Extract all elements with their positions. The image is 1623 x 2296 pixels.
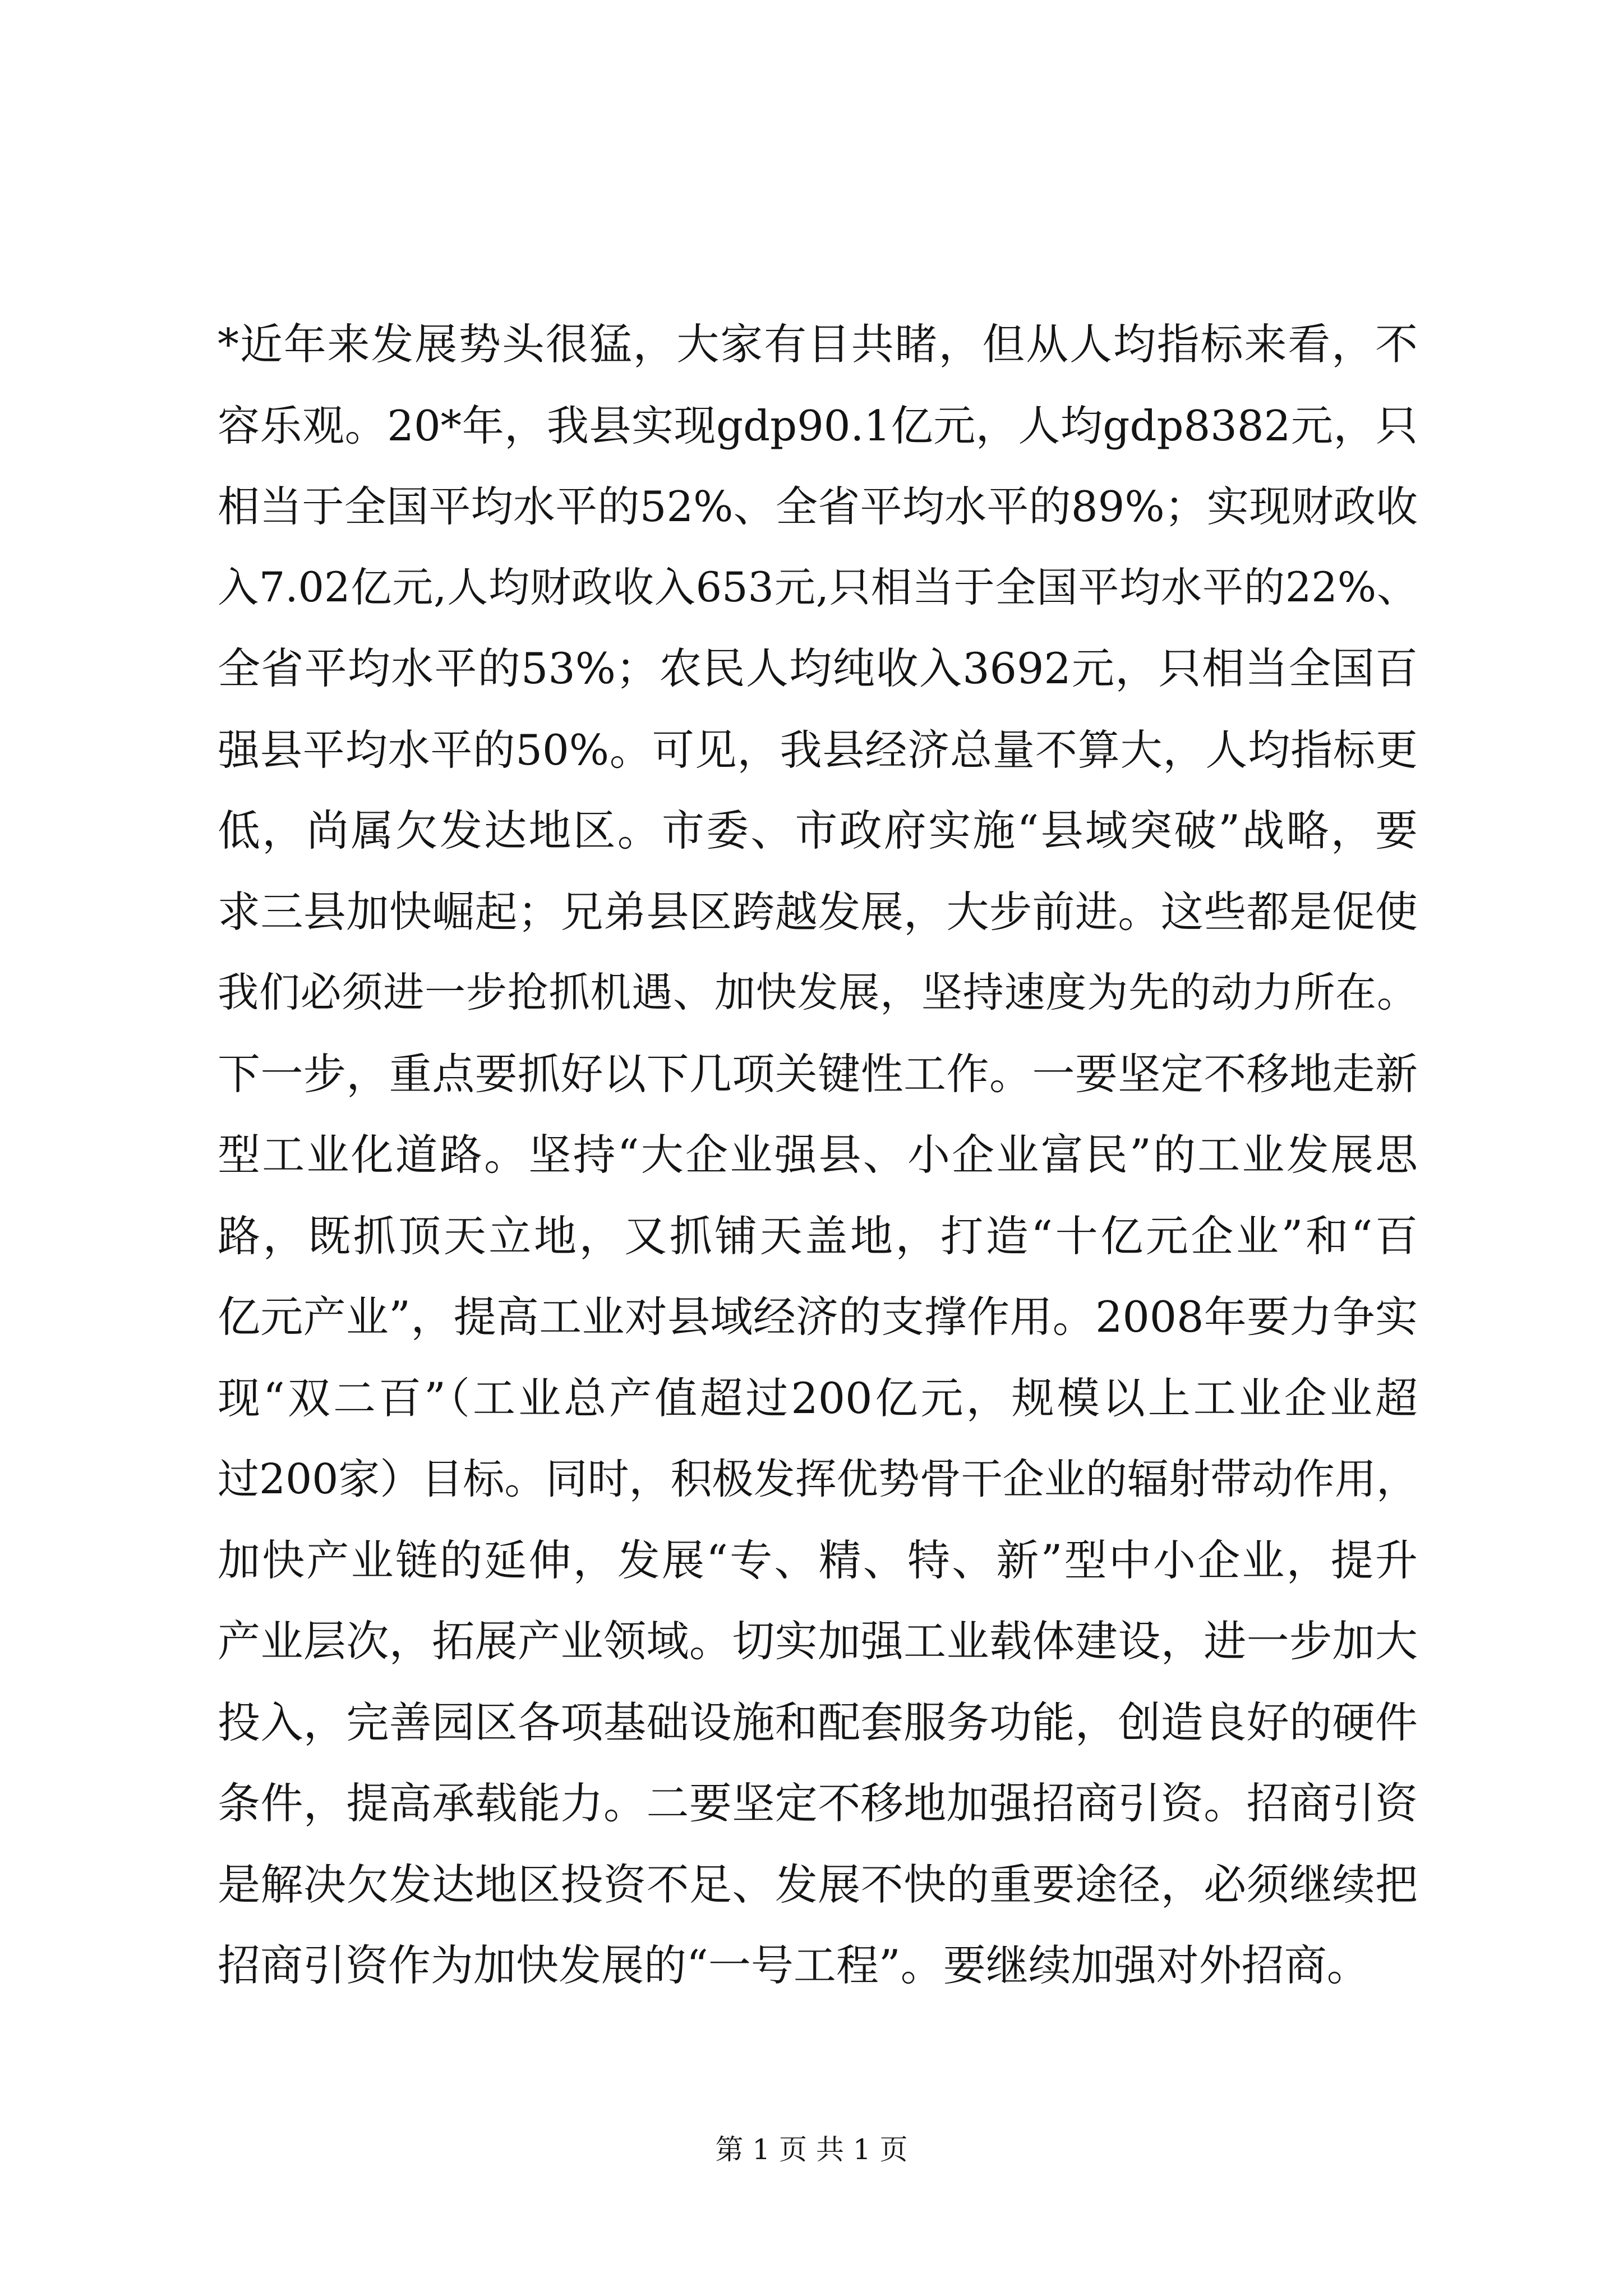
text-line-13: 亿元产业”，提高工业对县域经济的支撑作用。2008年要力争实 — [218, 1292, 1418, 1342]
text-line-17: 产业层次，拓展产业领域。切实加强工业载体建设，进一步加大 — [218, 1616, 1418, 1666]
body-text — [218, 304, 1418, 2007]
text-line-10: 下一步，重点要抓好以下几项关键性工作。一要坚定不移地走新 — [218, 1048, 1418, 1099]
text-line-15: 过200家）目标。同时，积极发挥优势骨干企业的辐射带动作用， — [218, 1455, 1418, 1503]
text-line-18: 投入，完善园区各项基础设施和配套服务功能，创造良好的硬件 — [218, 1697, 1418, 1747]
text-line-8: 求三县加快崛起；兄弟县区跨越发展，大步前进。这些都是促使 — [218, 886, 1418, 937]
page-footer: 第 1 页 共 1 页 — [715, 2133, 908, 2166]
text-line-6: 强县平均水平的50%。可见，我县经济总量不算大，人均指标更 — [218, 725, 1418, 775]
text-line-5: 全省平均水平的53%；农民人均纯收入3692元，只相当全国百 — [218, 643, 1418, 693]
text-line-19: 条件，提高承载能力。二要坚定不移地加强招商引资。招商引资 — [218, 1778, 1418, 1828]
text-line-3: 相当于全国平均水平的52%、全省平均水平的89%；实现财政收 — [218, 482, 1418, 531]
text-line-1: *近年来发展势头很猛，大家有目共睹，但从人均指标来看，不 — [218, 319, 1418, 369]
text-line-4: 入7.02亿元,人均财政收入653元,只相当于全国平均水平的22%、 — [218, 563, 1418, 611]
text-line-21: 招商引资作为加快发展的“一号工程”。要继续加强对外招商。 — [218, 1940, 1370, 1990]
text-line-9: 我们必须进一步抢抓机遇、加快发展，坚持速度为先的动力所在。 — [218, 969, 1418, 1016]
text-line-16: 加快产业链的延伸，发展“专、精、特、新”型中小企业，提升 — [218, 1535, 1418, 1585]
text-line-2: 容乐观。20*年，我县实现gdp90.1亿元，人均gdp8382元，只 — [218, 401, 1418, 450]
text-line-12: 路，既抓顶天立地，又抓铺天盖地，打造“十亿元企业”和“百 — [218, 1211, 1418, 1261]
text-line-14: 现“双二百”（工业总产值超过200亿元，规模以上工业企业超 — [218, 1373, 1418, 1423]
text-line-11: 型工业化道路。坚持“大企业强县、小企业富民”的工业发展思 — [218, 1130, 1418, 1180]
text-line-7: 低，尚属欠发达地区。市委、市政府实施“县域突破”战略，要 — [218, 806, 1418, 855]
text-line-20: 是解决欠发达地区投资不足、发展不快的重要途径，必须继续把 — [218, 1859, 1418, 1910]
